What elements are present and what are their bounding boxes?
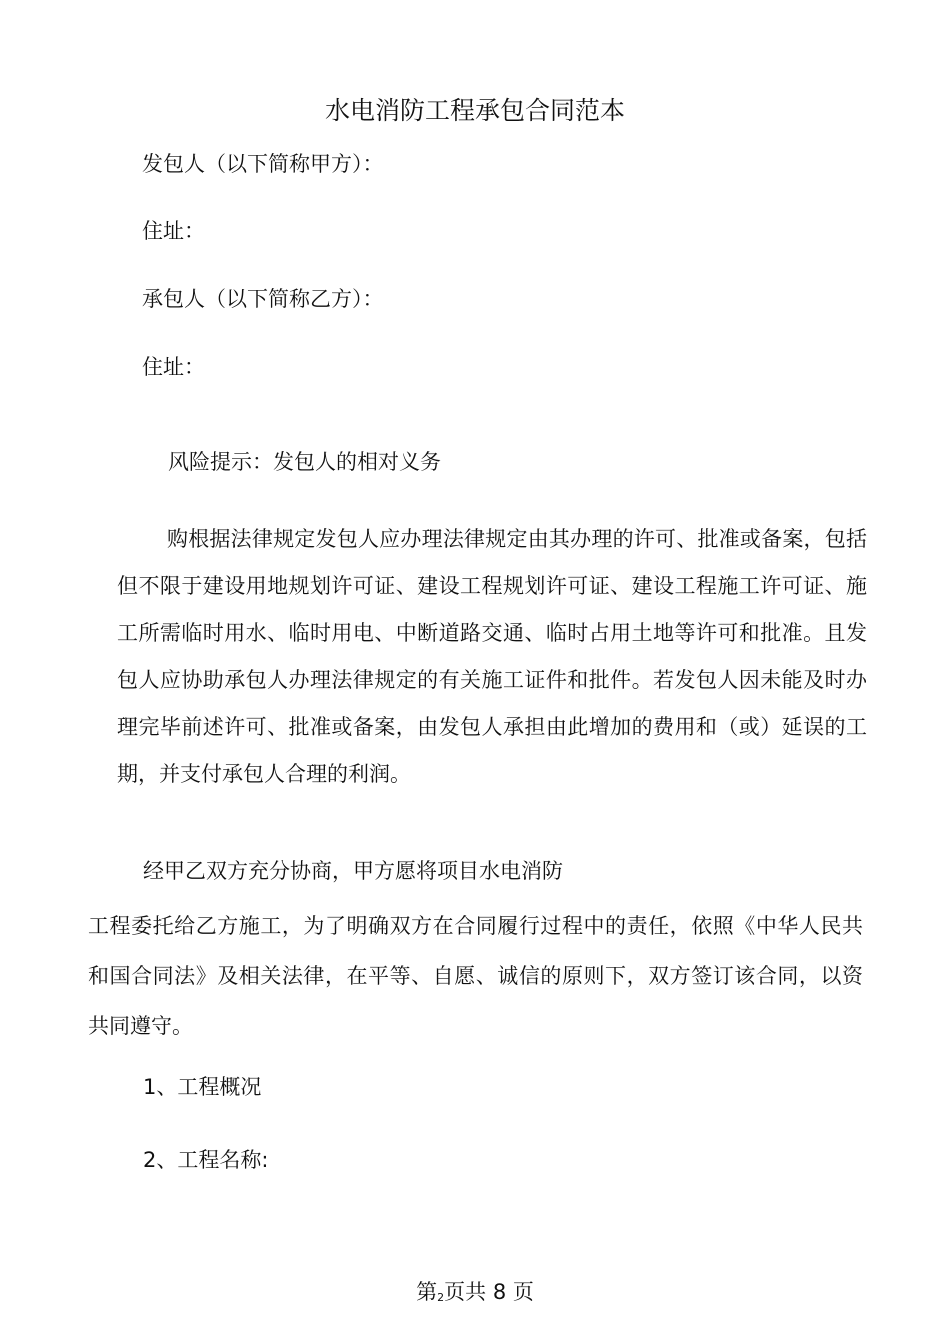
party-b-address: 住址： xyxy=(142,355,205,379)
footer-suffix: 页共 8 页 xyxy=(444,1280,534,1304)
section-item-2: 2、工程名称: xyxy=(143,1148,269,1172)
footer-prefix: 第 xyxy=(416,1280,438,1304)
risk-heading: 风险提示：发包人的相对义务 xyxy=(168,450,441,474)
party-a-label: 发包人（以下简称甲方）： xyxy=(142,152,384,176)
document-title: 水电消防工程承包合同范本 xyxy=(324,96,625,125)
risk-paragraph: 购根据法律规定发包人应办理法律规定由其办理的许可、批准或备案，包括但不限于建设用地规划许可证、建设工程规划许可证、建设工程施工许可证、施工所需临时用水、临时用电、中断道路交通、临时占用土地等许可和批准。且发包人应协助承包人办理法律规定的有关施工证件和批件。若发包人因未能及时办理完毕前述许可、批准或备案，由发包人承担由此增加的费用和（或）延误的工期，并支付承包人合理的利润。 xyxy=(117,527,867,786)
intro-paragraph: 工程委托给乙方施工，为了明确双方在合同履行过程中的责任，依照《中华人民共和国合同法》及相关法律，在平等、自愿、诚信的原则下，双方签订该合同，以资共同遵守。 xyxy=(88,914,863,1038)
party-a-address: 住址： xyxy=(142,219,205,243)
party-b-label: 承包人（以下简称乙方）： xyxy=(142,287,384,311)
footer-page-number: 2 xyxy=(437,1291,445,1304)
intro-first-line: 经甲乙双方充分协商，甲方愿将项目水电消防 xyxy=(143,859,563,883)
section-item-1: 1、工程概况 xyxy=(143,1075,262,1099)
page-footer xyxy=(0,1277,950,1313)
